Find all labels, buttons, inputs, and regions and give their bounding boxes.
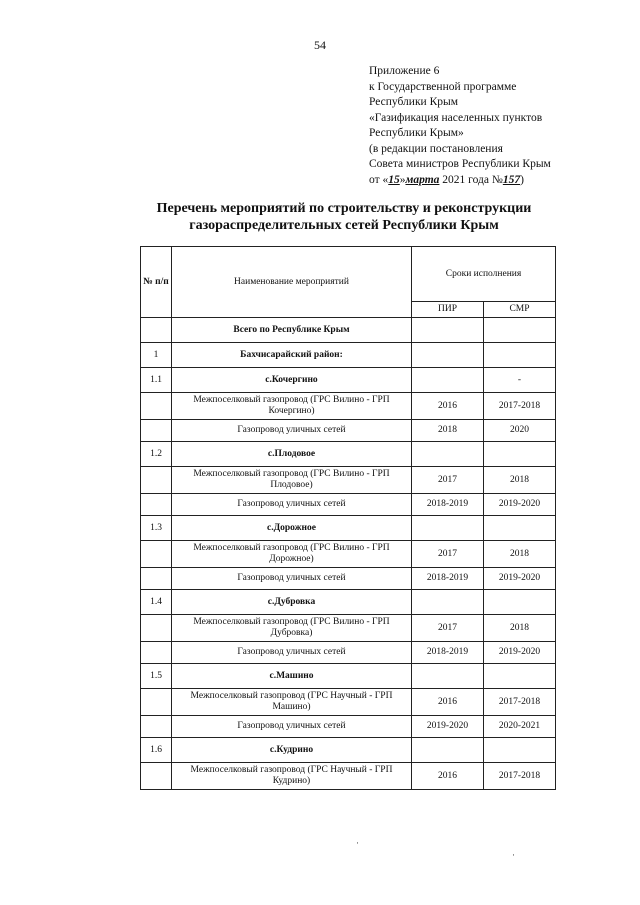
header-smr: СМР — [484, 302, 556, 318]
table-row — [141, 568, 556, 590]
section-num: 1.1 — [141, 368, 172, 393]
section-smr-mark — [484, 590, 556, 615]
section-row — [141, 368, 556, 393]
measure-pir: 2019-2020 — [412, 716, 484, 738]
section-smr-mark — [484, 516, 556, 541]
total-row — [141, 318, 556, 343]
date-number: 157 — [502, 173, 521, 186]
measure-name: Газопровод уличных сетей — [172, 568, 412, 590]
section-row — [141, 738, 556, 763]
measure-pir: 2018-2019 — [412, 642, 484, 664]
district-row — [141, 343, 556, 368]
header-num: № п/п — [141, 247, 172, 318]
district-name: Бахчисарайский район: — [172, 343, 412, 368]
section-row — [141, 516, 556, 541]
section-row — [141, 590, 556, 615]
measure-name: Межпоселковый газопровод (ГРС Научный - ГРП Машино) — [172, 689, 412, 716]
table-row — [141, 716, 556, 738]
measure-name: Межпоселковый газопровод (ГРС Вилино - ГРП Плодовое) — [172, 467, 412, 494]
measure-smr: 2018 — [484, 615, 556, 642]
table-row — [141, 420, 556, 442]
table-body — [141, 318, 556, 790]
table-row — [141, 763, 556, 790]
date-sep: » — [399, 173, 406, 186]
measure-pir: 2018-2019 — [412, 568, 484, 590]
document-title — [80, 200, 608, 234]
appendix-line: (в редакции постановления — [369, 142, 503, 155]
measure-pir: 2017 — [412, 467, 484, 494]
measure-smr: 2020-2021 — [484, 716, 556, 738]
section-num: 1.2 — [141, 442, 172, 467]
appendix-block — [369, 64, 619, 188]
section-village: с.Плодовое — [172, 442, 412, 467]
header-pir: ПИР — [412, 302, 484, 318]
measure-pir: 2016 — [412, 689, 484, 716]
table-row — [141, 393, 556, 420]
measure-pir: 2016 — [412, 393, 484, 420]
measure-smr: 2019-2020 — [484, 642, 556, 664]
section-smr-mark — [484, 664, 556, 689]
appendix-line: Совета министров Республики Крым — [369, 158, 551, 170]
title-line: газораспределительных сетей Республики Крым — [189, 218, 499, 233]
header-name: Наименование мероприятий — [172, 247, 412, 318]
table-row — [141, 615, 556, 642]
section-village: с.Дорожное — [172, 516, 412, 541]
measure-pir: 2017 — [412, 615, 484, 642]
measure-smr: 2019-2020 — [484, 494, 556, 516]
section-village: с.Машино — [172, 664, 412, 689]
date-day: 15 — [388, 173, 400, 186]
date-prefix: от « — [369, 173, 389, 186]
scan-mark: · — [512, 850, 515, 860]
table-row — [141, 494, 556, 516]
appendix-line: «Газификация населенных пунктов — [369, 111, 543, 124]
table-row — [141, 689, 556, 716]
section-row — [141, 442, 556, 467]
table-row — [141, 467, 556, 494]
measure-smr: 2018 — [484, 541, 556, 568]
section-smr-mark — [484, 738, 556, 763]
measure-name: Межпоселковый газопровод (ГРС Вилино - ГРП Дорожное) — [172, 541, 412, 568]
page-number: 54 — [314, 38, 326, 52]
measure-name: Газопровод уличных сетей — [172, 642, 412, 664]
section-village: с.Кочергино — [172, 368, 412, 393]
section-smr-mark: - — [484, 368, 556, 393]
section-village: с.Кудрино — [172, 738, 412, 763]
measure-smr: 2017-2018 — [484, 393, 556, 420]
section-num: 1.3 — [141, 516, 172, 541]
measure-smr: 2018 — [484, 467, 556, 494]
measure-name: Газопровод уличных сетей — [172, 494, 412, 516]
appendix-line: Республики Крым» — [369, 127, 464, 139]
measure-name: Межпоселковый газопровод (ГРС Вилино - ГРП Дубровка) — [172, 615, 412, 642]
section-row — [141, 664, 556, 689]
section-num: 1.6 — [141, 738, 172, 763]
table-row — [141, 541, 556, 568]
scan-mark: · — [356, 838, 359, 848]
section-village: с.Дубровка — [172, 590, 412, 615]
date-month: марта — [405, 173, 440, 186]
measure-smr: 2020 — [484, 420, 556, 442]
table-row — [141, 642, 556, 664]
measure-name: Межпоселковый газопровод (ГРС Вилино - ГРП Кочергино) — [172, 393, 412, 420]
measure-name: Газопровод уличных сетей — [172, 420, 412, 442]
header-deadlines: Сроки исполнения — [412, 247, 556, 302]
measures-table — [140, 246, 556, 790]
total-label: Всего по Республике Крым — [172, 318, 412, 343]
district-num: 1 — [141, 343, 172, 368]
section-num: 1.4 — [141, 590, 172, 615]
date-year: 2021 года № — [442, 173, 503, 186]
measure-pir: 2018 — [412, 420, 484, 442]
measure-pir: 2016 — [412, 763, 484, 790]
section-smr-mark — [484, 442, 556, 467]
appendix-line: Приложение 6 — [369, 65, 440, 77]
measure-smr: 2017-2018 — [484, 689, 556, 716]
section-num: 1.5 — [141, 664, 172, 689]
measure-smr: 2019-2020 — [484, 568, 556, 590]
measure-pir: 2018-2019 — [412, 494, 484, 516]
measure-pir: 2017 — [412, 541, 484, 568]
appendix-date-line: от «15»марта 2021 года №157) — [369, 173, 524, 186]
title-line: Перечень мероприятий по строительству и реконструкции — [156, 201, 532, 216]
appendix-line: к Государственной программе — [369, 80, 517, 93]
appendix-line: Республики Крым — [369, 96, 458, 108]
measure-smr: 2017-2018 — [484, 763, 556, 790]
measure-name: Межпоселковый газопровод (ГРС Научный - ГРП Кудрино) — [172, 763, 412, 790]
measure-name: Газопровод уличных сетей — [172, 716, 412, 738]
